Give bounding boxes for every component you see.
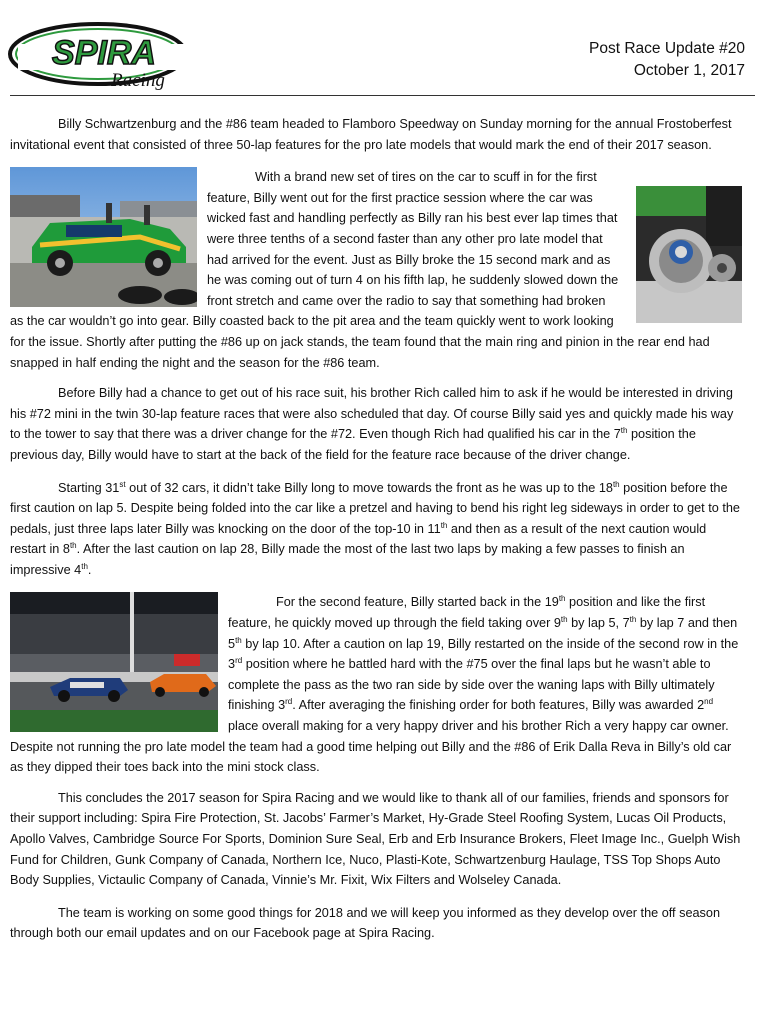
article-body bbox=[10, 114, 745, 956]
paragraph-closing: The team is working on some good things for 2018 and we will keep you informed as they develop over the off season through both our email updates and on our Facebook page at Spira Racing. bbox=[10, 905, 721, 941]
spira-racing-logo bbox=[6, 14, 198, 94]
header-divider bbox=[10, 95, 755, 96]
header-block bbox=[589, 38, 745, 82]
paragraph-first-mini-feature: Starting 31st out of 32 cars, it didn’t take Billy long to move towards the front as he was up to the 18th position before the first caution on lap 5. Despite being folded into the car like a pretzel and having to bend his right leg sideways in order to get to the pedals, just three laps later Billy was knocking on the door of the top-10 in 11th and then as a result of the next caution would restart in 8th. After the last caution on lap 28, Billy made the most of the last two laps by making a few passes to finish an impressive 4th. bbox=[10, 479, 740, 577]
photo-car-in-pits bbox=[10, 167, 197, 307]
svg-text:SPIRA: SPIRA bbox=[52, 34, 156, 72]
paragraph-intro: Billy Schwartzenburg and the #86 team headed to Flamboro Speedway on Sunday morning for the annual Frostoberfest invitational event that consisted of three 50-lap features for the pro late models that would mark the end of their 2017 season. bbox=[10, 117, 732, 152]
photo-broken-gear bbox=[636, 186, 742, 323]
paragraph-second-mini-feature: For the second feature, Billy started back in the 19th position and like the first feature, he quickly moved up through the field taking over 9th by lap 5, 7th by lap 7 and then 5th by lap 10. After a caution on lap 19, Billy restarted on the inside of the second row in the 3rd position where he battled hard with the #75 over the final laps but he wasn’t able to complete the pass as the two ran side by side over the waning laps with Billy ultimately finishing 3rd. After averaging the finishing order for both features, Billy was awarded 2nd place overall making for a very happy driver and his brother Rich a very happy car owner. Despite not running the pro late model the team had a good time helping out Billy and the #86 of Erik Dalla Reva in Billy’s old car as they dipped their toes back into the mini stock class. bbox=[10, 594, 739, 775]
svg-text:Racing: Racing bbox=[111, 70, 165, 91]
update-date: October 1, 2017 bbox=[633, 62, 745, 79]
photo-night-race bbox=[10, 592, 218, 732]
paragraph-sponsors: This concludes the 2017 season for Spira Racing and we would like to thank all of our families, friends and sponsors for their support including: Spira Fire Protection, St. Jacobs’ Farmer’s Market, Hy-Grade Steel Roofing System, Lucas Oil Products, Apollo Valves, Cambridge Source For Sports, Dominion Sure Seal, Erb and Erb Insurance Brokers, Fleet Image Inc., Guelph Wish Fund for Children, Gunk Company of Canada, Northern Ice, Nuco, Plasti-Kote, Schwartzenburg Haulage, TSS Top Shops Auto Body Supplies, Victaulic Company of Canada, Vinnie’s Mr. Fixit, Wix Filters and Wolseley Canada. bbox=[10, 790, 741, 888]
paragraph-driver-change: Before Billy had a chance to get out of his race suit, his brother Rich called him to ask if he would be interested in driving his #72 mini in the twin 30-lap feature races that were also scheduled that day. Of course Billy said yes and quickly made his way to the tower to say that there was a driver change for the #72. Even though Rich had qualified his car in the 7th position the previous day, Billy would have to start at the back of the field for the feature race because of the driver change. bbox=[10, 386, 734, 462]
paragraph-practice: With a brand new set of tires on the car to scuff in for the first feature, Billy went out for the first practice session where the car was wicked fast and handling perfectly as Billy ran his best ever lap times that were three tenths of a second faster than any other pro late model that had arrived for the event. Just as Billy broke the 15 second mark and as he was coming out of turn 4 on his fifth lap, he suddenly slowed down the front stretch and came over the radio to say that something had broken as the car wouldn’t go into gear. Billy coasted back to the pit area and the team quickly went to work looking for the issue. Shortly after putting the #86 up on jack stands, the team found that the main ring and pinion in the rear end had snapped in half ending the night and the season for the #86 team. bbox=[10, 170, 710, 370]
update-title: Post Race Update #20 bbox=[589, 40, 745, 57]
